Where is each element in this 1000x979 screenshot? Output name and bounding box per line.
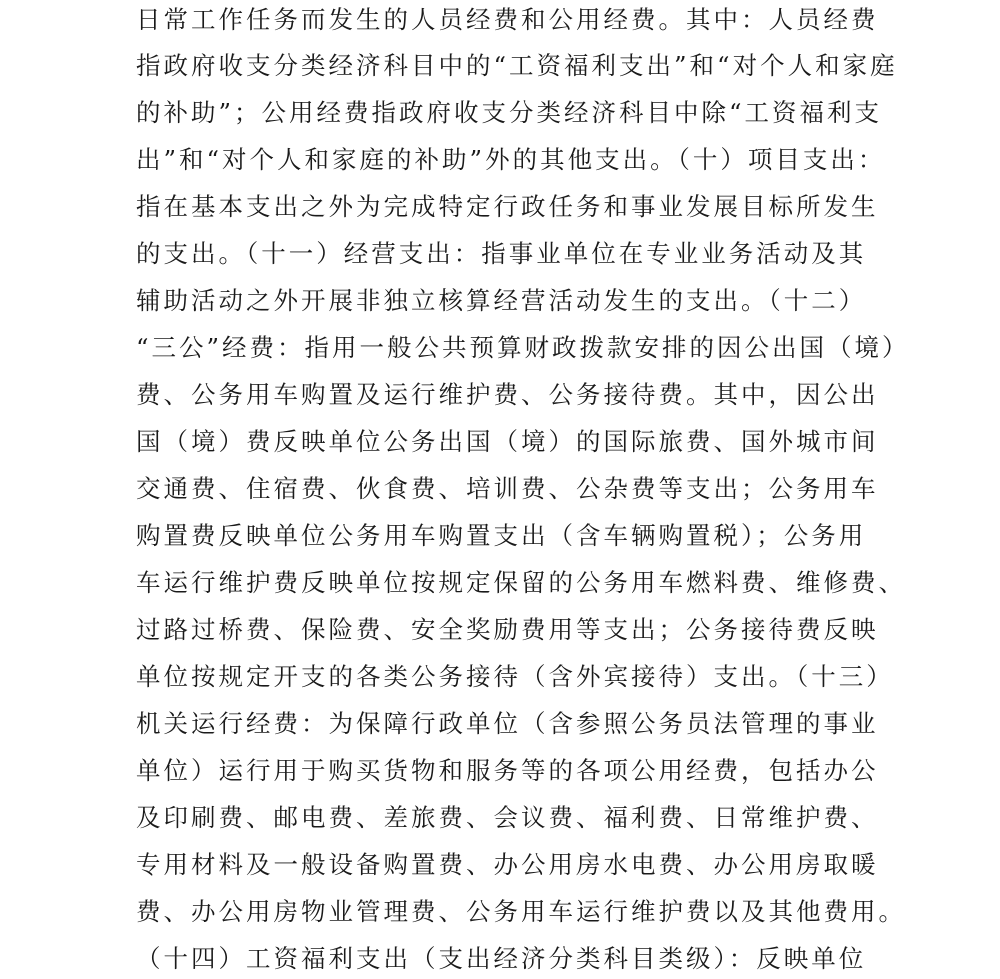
text-line-20: 费、办公用房物业管理费、公务用车运行维护费以及其他费用。 [136,897,906,926]
text-line-9: 费、公务用车购置及运行维护费、公务接待费。其中，因公出 [136,380,879,409]
text-line-7: 辅助活动之外开展非独立核算经营活动发生的支出。（十二） [136,286,867,315]
text-line-2: 指政府收支分类经济科目中的“工资福利支出”和“对个人和家庭 [136,51,898,80]
text-line-6: 的支出。（十一）经营支出：指事业单位在专业业务活动及其 [136,239,867,268]
text-line-11: 交通费、住宿费、伙食费、培训费、公杂费等支出；公务用车 [136,474,879,503]
text-line-12: 购置费反映单位公务用车购置支出（含车辆购置税）；公务用 [136,521,867,550]
text-line-21: （十四）工资福利支出（支出经济分类科目类级）：反映单位 [136,944,867,973]
text-line-5: 指在基本支出之外为完成特定行政任务和事业发展目标所发生 [136,192,879,221]
text-line-4: 出”和“对个人和家庭的补助”外的其他支出。（十）项目支出： [136,145,886,174]
text-line-18: 及印刷费、邮电费、差旅费、会议费、福利费、日常维护费、 [136,803,879,832]
text-line-14: 过路过桥费、保险费、安全奖励费用等支出；公务接待费反映 [136,615,879,644]
text-line-13: 车运行维护费反映单位按规定保留的公务用车燃料费、维修费、 [136,568,906,597]
text-line-17: 单位）运行用于购买货物和服务等的各项公用经费，包括办公 [136,756,879,785]
text-line-16: 机关运行经费：为保障行政单位（含参照公务员法管理的事业 [136,709,879,738]
text-line-8: “三公”经费：指用一般公共预算财政拨款安排的因公出国（境） [136,333,910,362]
text-line-3: 的补助”；公用经费指政府收支分类经济科目中除“工资福利支 [136,98,883,127]
text-line-15: 单位按规定开支的各类公务接待（含外宾接待）支出。（十三） [136,662,894,691]
text-line-10: 国（境）费反映单位公务出国（境）的国际旅费、国外城市间 [136,427,879,456]
text-line-1: 日常工作任务而发生的人员经费和公用经费。其中：人员经费 [136,5,879,34]
text-line-19: 专用材料及一般设备购置费、办公用房水电费、办公用房取暖 [136,850,879,879]
